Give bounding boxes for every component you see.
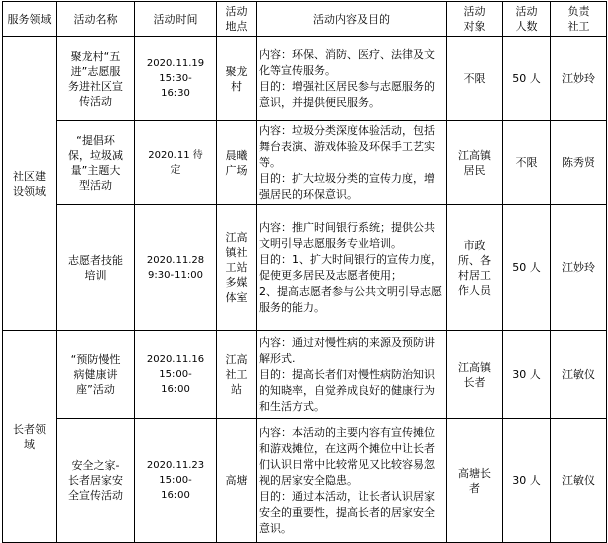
content-line: 内容：环保、消防、医疗、法律及文化等宣传服务。 xyxy=(259,47,435,77)
activity-name: “预防慢性 病健康讲 座”活动 xyxy=(57,331,135,419)
domain-cell-community: 社区建 设领域 xyxy=(3,37,57,331)
activity-target: 不限 xyxy=(447,37,503,121)
domain-cell-elderly: 长者领 域 xyxy=(3,331,57,543)
activity-content xyxy=(257,331,447,419)
activity-content xyxy=(257,205,447,331)
activity-count: 不限 xyxy=(503,121,551,205)
activity-place: 晨曦 广场 xyxy=(217,121,257,205)
activity-target: 市政 所、各 村居工 作人员 xyxy=(447,205,503,331)
activity-time: 2020.11 待 定 xyxy=(135,121,217,205)
activity-name: 安全之家- 长者居家安 全宣传活动 xyxy=(57,419,135,543)
activity-time: 2020.11.23 15:00- 16:00 xyxy=(135,419,217,543)
activity-target: 江高镇 长者 xyxy=(447,331,503,419)
header-name: 活动名称 xyxy=(57,2,135,37)
activity-place: 江高 社工 站 xyxy=(217,331,257,419)
activity-place: 聚龙 村 xyxy=(217,37,257,121)
header-time: 活动时间 xyxy=(135,2,217,37)
header-target: 活动 对象 xyxy=(447,2,503,37)
activity-target: 高塘长 者 xyxy=(447,419,503,543)
activity-count: 30 人 xyxy=(503,331,551,419)
table-row xyxy=(3,37,607,121)
content-line: 目的：扩大垃圾分类的宣传力度，增强居民的环保意识。 xyxy=(259,171,435,201)
activity-worker: 江敏仪 xyxy=(551,419,607,543)
activity-content xyxy=(257,121,447,205)
activity-time: 2020.11.19 15:30- 16:30 xyxy=(135,37,217,121)
header-row xyxy=(3,2,607,37)
content-line: 目的：通过本活动，让长者认识居家安全的重要性，提高长者的居家安全意识。 xyxy=(259,489,435,535)
activity-content xyxy=(257,37,447,121)
table-row xyxy=(3,121,607,205)
header-count: 活动 人数 xyxy=(503,2,551,37)
content-line: 目的：1、扩大时间银行的宣传力度，促使更多居民及志愿者使用； xyxy=(259,252,442,282)
header-worker: 负责 社工 xyxy=(551,2,607,37)
table-row xyxy=(3,331,607,419)
activity-name: 志愿者技能 培训 xyxy=(57,205,135,331)
activity-worker: 江敏仪 xyxy=(551,331,607,419)
table-row xyxy=(3,419,607,543)
activity-worker: 陈秀贤 xyxy=(551,121,607,205)
content-line: 目的：增强社区居民参与志愿服务的意识，并提供便民服务。 xyxy=(259,79,435,109)
activity-name: 聚龙村“五 进”志愿服 务进社区宣 传活动 xyxy=(57,37,135,121)
content-line: 内容：通过对慢性病的来源及预防讲解形式. xyxy=(259,335,435,365)
activity-worker: 江妙玲 xyxy=(551,37,607,121)
header-content: 活动内容及目的 xyxy=(257,2,447,37)
activity-count: 30 人 xyxy=(503,419,551,543)
activity-place: 江高 镇社 工站 多媒 体室 xyxy=(217,205,257,331)
content-line: 内容：垃圾分类深度体验活动，包括舞台表演、游戏体验及环保手工艺实等。 xyxy=(259,123,435,169)
activity-time: 2020.11.16 15:00- 16:00 xyxy=(135,331,217,419)
content-line: 内容：推广时间银行系统；提供公共文明引导志愿服务专业培训。 xyxy=(259,220,435,250)
activity-time: 2020.11.28 9:30-11:00 xyxy=(135,205,217,331)
header-domain: 服务领域 xyxy=(3,2,57,37)
activity-count: 50 人 xyxy=(503,37,551,121)
content-line: 内容：本活动的主要内容有宣传摊位和游戏摊位，在这两个摊位中让长者们认识日常中比较常见又比较容易忽视的居家安全隐患。 xyxy=(259,425,435,487)
activity-worker: 江妙玲 xyxy=(551,205,607,331)
content-line: 目的：提高长者们对慢性病防治知识的知晓率，自觉养成良好的健康行为和生活方式。 xyxy=(259,367,435,413)
content-line: 2、提高志愿者参与公共文明引导志愿服务的能力。 xyxy=(259,284,442,314)
table-row xyxy=(3,205,607,331)
activity-content xyxy=(257,419,447,543)
activity-target: 江高镇 居民 xyxy=(447,121,503,205)
activity-count: 50 人 xyxy=(503,205,551,331)
activity-table xyxy=(2,1,607,543)
activity-name: “提倡环 保，垃圾减 量”主题大 型活动 xyxy=(57,121,135,205)
header-place: 活动 地点 xyxy=(217,2,257,37)
activity-place: 高塘 xyxy=(217,419,257,543)
